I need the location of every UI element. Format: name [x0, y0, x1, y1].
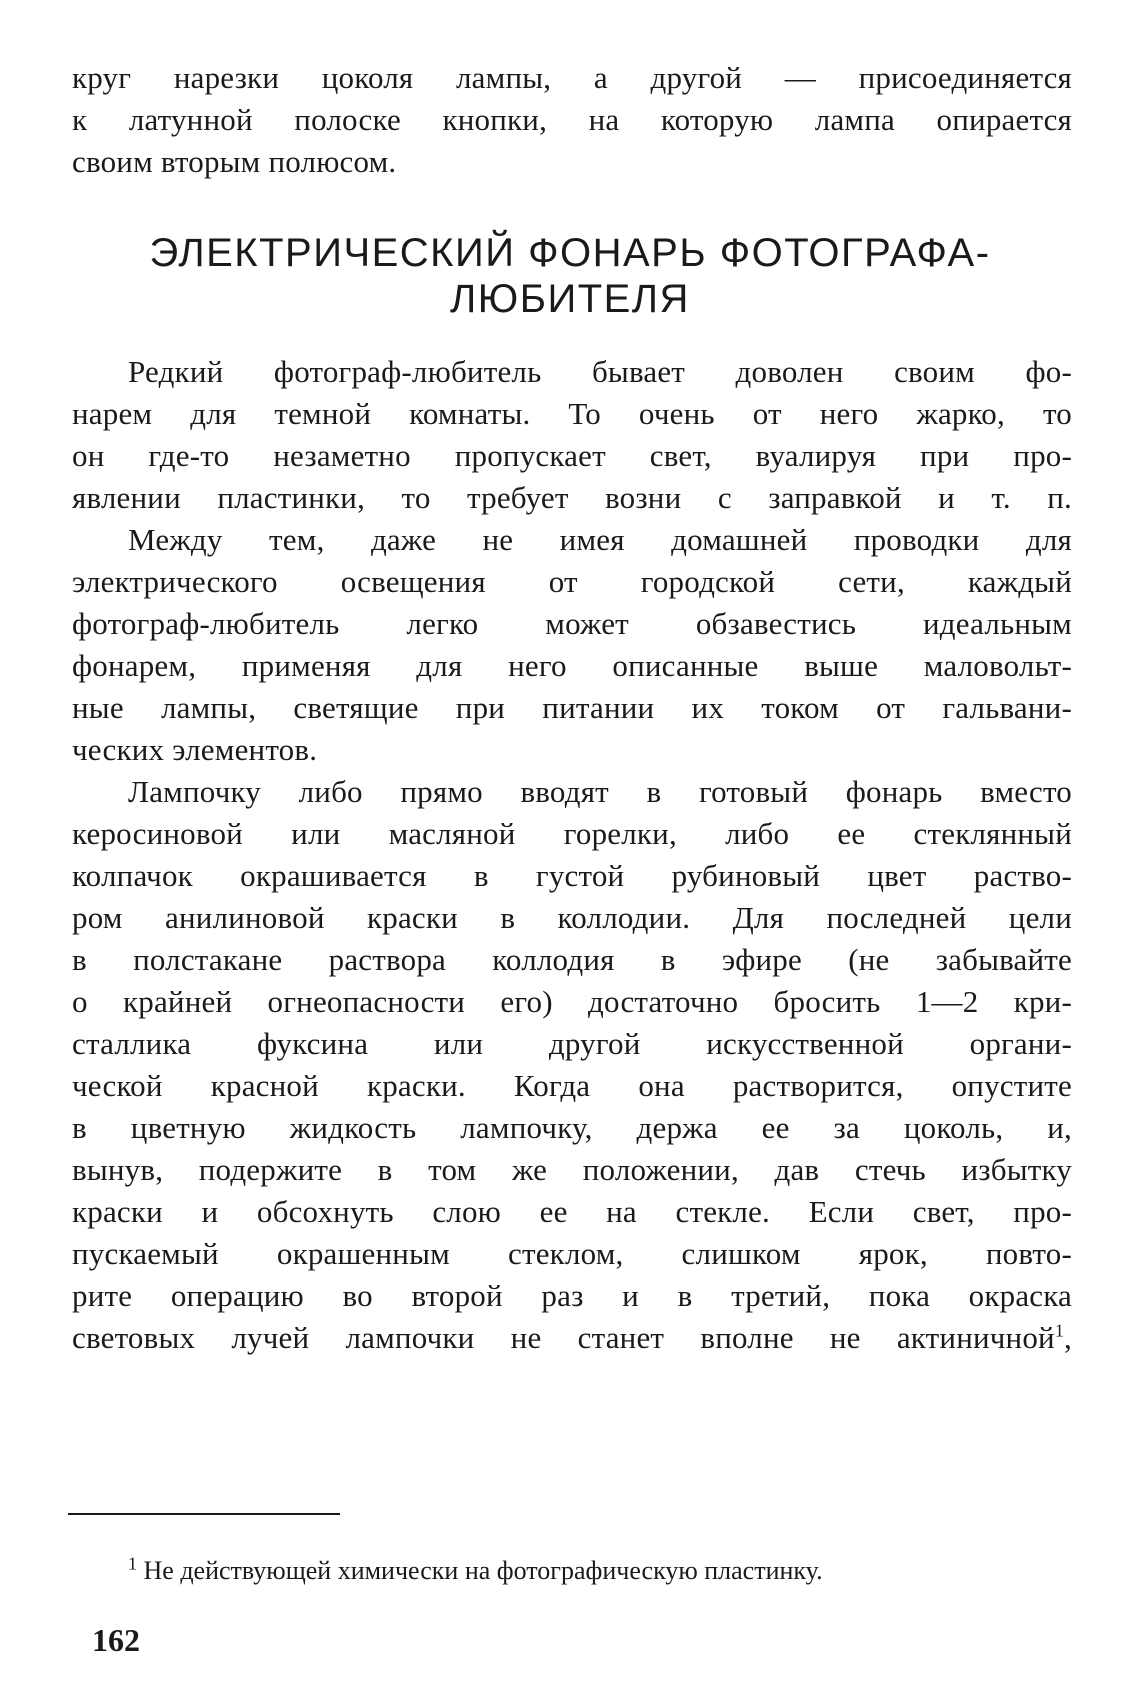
paragraph-1-line-3: он где-то незаметно пропускает свет, вуалируя при про- — [72, 438, 1072, 473]
paragraph-3-line-12: пускаемый окрашенным стеклом, слишком ярок, повто- — [72, 1236, 1072, 1271]
paragraph-1-line-4: явлении пластинки, то требует возни с заправкой и т. п. — [72, 480, 1072, 515]
paragraph-3-line-2: керосиновой или масляной горелки, либо ее стеклянный — [72, 816, 1072, 851]
paragraph-2-line-1: Между тем, даже не имея домашней проводки для — [128, 522, 1072, 557]
paragraph-1-line-1: Редкий фотограф-любитель бывает доволен своим фо- — [128, 354, 1072, 389]
paragraph-2-line-3: фотограф-любитель легко может обзавестись идеальным — [72, 606, 1072, 641]
intro-line-2: к латунной полоске кнопки, на которую лампа опирается — [72, 102, 1072, 137]
paragraph-3-trailing-punctuation: , — [1064, 1320, 1072, 1355]
paragraph-3-line-4: ром анилиновой краски в коллодии. Для последней цели — [72, 900, 1072, 935]
paragraph-2-line-4: фонарем, применяя для него описанные выше маловольт- — [72, 648, 1072, 683]
paragraph-3-line-14-text: световых лучей лампочки не станет вполне не актиничной — [72, 1320, 1055, 1355]
paragraph-1-line-2: нарем для темной комнаты. То очень от него жарко, то — [72, 396, 1072, 431]
paragraph-3-line-7: сталлика фуксина или другой искусственной органи- — [72, 1026, 1072, 1061]
intro-line-3: своим вторым полюсом. — [72, 144, 397, 179]
section-title-line-2: ЛЮБИТЕЛЯ — [450, 277, 690, 321]
section-title-line-1: ЭЛЕКТРИЧЕСКИЙ ФОНАРЬ ФОТОГРАФА- — [149, 231, 991, 275]
paragraph-2-line-6: ческих элементов. — [72, 732, 318, 767]
page-number: 162 — [92, 1622, 140, 1658]
paragraph-3-line-10: вынув, подержите в том же положении, дав стечь избытку — [72, 1152, 1072, 1187]
footnote — [128, 1554, 1072, 1588]
paragraph-3-line-5: в полстакане раствора коллодия в эфире (не забывайте — [72, 942, 1072, 977]
paragraph-3-line-8: ческой красной краски. Когда она растворится, опустите — [72, 1068, 1072, 1103]
paragraph-3-line-1: Лампочку либо прямо вводят в готовый фонарь вместо — [128, 774, 1072, 809]
footnote-text: Не действующей химически на фотографическую пластинку. — [143, 1556, 823, 1585]
paragraph-3-line-6: о крайней огнеопасности его) достаточно бросить 1—2 кри- — [72, 984, 1072, 1019]
intro-line-1: круг нарезки цоколя лампы, а другой — присоединяется — [72, 60, 1072, 95]
paragraph-3-line-11: краски и обсохнуть слою ее на стекле. Если свет, про- — [72, 1194, 1072, 1229]
footnote-separator — [68, 1513, 340, 1515]
paragraph-3-line-13: рите операцию во второй раз и в третий, пока окраска — [72, 1278, 1072, 1313]
footnote-reference[interactable]: 1 — [1054, 1320, 1065, 1341]
paragraph-2-line-2: электрического освещения от городской сети, каждый — [72, 564, 1072, 599]
paragraph-2-line-5: ные лампы, светящие при питании их током от гальвани- — [72, 690, 1072, 725]
footnote-marker: 1 — [128, 1553, 137, 1574]
paragraph-3-line-14 — [72, 1318, 1072, 1358]
paragraph-3-line-9: в цветную жидкость лампочку, держа ее за цоколь, и, — [72, 1110, 1072, 1145]
paragraph-3-line-3: колпачок окрашивается в густой рубиновый цвет раство- — [72, 858, 1072, 893]
